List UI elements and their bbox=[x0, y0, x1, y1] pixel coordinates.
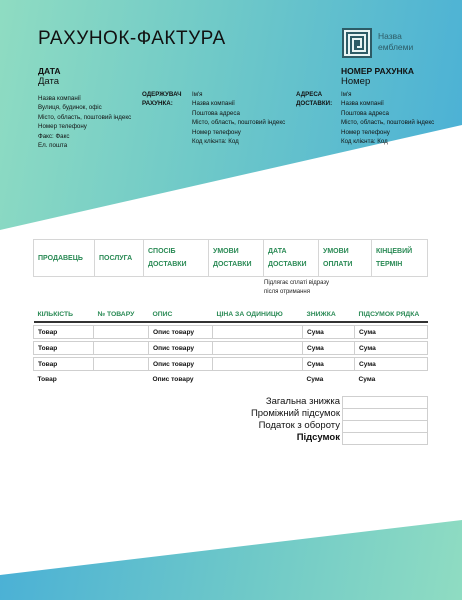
terms-table bbox=[33, 239, 428, 277]
table-row: Товар Опис товару Сума Сума bbox=[34, 358, 428, 371]
table-row: Товар Опис товару Сума Сума bbox=[34, 342, 428, 355]
terms-header-due-date: КІНЦЕВИЙ ТЕРМІН bbox=[372, 240, 428, 277]
date-value: Дата bbox=[38, 76, 60, 87]
grand-total-label: Підсумок bbox=[296, 432, 340, 443]
total-discount-label: Загальна знижка bbox=[265, 396, 340, 407]
total-discount-row bbox=[180, 396, 428, 408]
col-description: ОПИС bbox=[149, 307, 213, 322]
terms-header-shipping-method: СПОСІБ ДОСТАВКИ bbox=[144, 240, 209, 277]
tax-label: Податок з обороту bbox=[258, 420, 340, 431]
subtotal-row bbox=[180, 408, 428, 420]
invoice-number-label: НОМЕР РАХУНКА bbox=[341, 66, 415, 76]
logo-maze-icon bbox=[341, 27, 373, 59]
date-label: ДАТА bbox=[38, 66, 61, 76]
recipient-address: Ім'я Назва компанії Поштова адреса Місто, область, поштовий індекс Номер телефону Код клієнта: Код bbox=[192, 91, 286, 146]
col-unit-price: ЦІНА ЗА ОДИНИЦЮ bbox=[213, 307, 303, 322]
payment-note: Підлягає сплаті відразу після отримання bbox=[264, 280, 330, 295]
terms-header-seller: ПРОДАВЕЦЬ bbox=[34, 240, 95, 277]
logo-name: Назва емблеми bbox=[378, 31, 414, 52]
terms-header-shipping-terms: УМОВИ ДОСТАВКИ bbox=[209, 240, 264, 277]
tax-row bbox=[180, 420, 428, 432]
terms-header-payment-terms: УМОВИ ОПЛАТИ bbox=[319, 240, 372, 277]
terms-header-service: ПОСЛУГА bbox=[95, 240, 144, 277]
grand-total-field[interactable] bbox=[342, 432, 428, 445]
table-row: Товар Опис товару Сума Сума bbox=[34, 326, 428, 339]
col-item-number: № ТОВАРУ bbox=[94, 307, 149, 322]
seller-address: Назва компанії Вулиця, будинок, офіс Місто, область, поштовий індекс Номер телефону Факс: Факс Ел. пошта bbox=[38, 95, 132, 150]
items-table bbox=[33, 307, 428, 385]
invoice-number-value: Номер bbox=[341, 76, 371, 87]
items-header-row bbox=[34, 307, 428, 322]
col-line-total: ПІДСУМОК РЯДКА bbox=[355, 307, 428, 322]
subtotal-label: Проміжний підсумок bbox=[250, 408, 340, 419]
delivery-label: АДРЕСА ДОСТАВКИ: bbox=[296, 91, 333, 108]
col-quantity: КІЛЬКІСТЬ bbox=[34, 307, 94, 322]
table-row: Товар Опис товару Сума Сума bbox=[37, 375, 376, 383]
footer-gradient-band bbox=[0, 520, 462, 600]
col-discount: ЗНИЖКА bbox=[303, 307, 355, 322]
grand-total-row bbox=[180, 432, 428, 444]
recipient-label: ОДЕРЖУВАЧ РАХУНКА: bbox=[142, 91, 182, 108]
delivery-address: Ім'я Назва компанії Поштова адреса Місто, область, поштовий індекс Номер телефону Код клієнта: Код bbox=[341, 91, 435, 146]
page-title: РАХУНОК-ФАКТУРА bbox=[38, 28, 226, 49]
terms-header-delivery-date: ДАТА ДОСТАВКИ bbox=[264, 240, 319, 277]
